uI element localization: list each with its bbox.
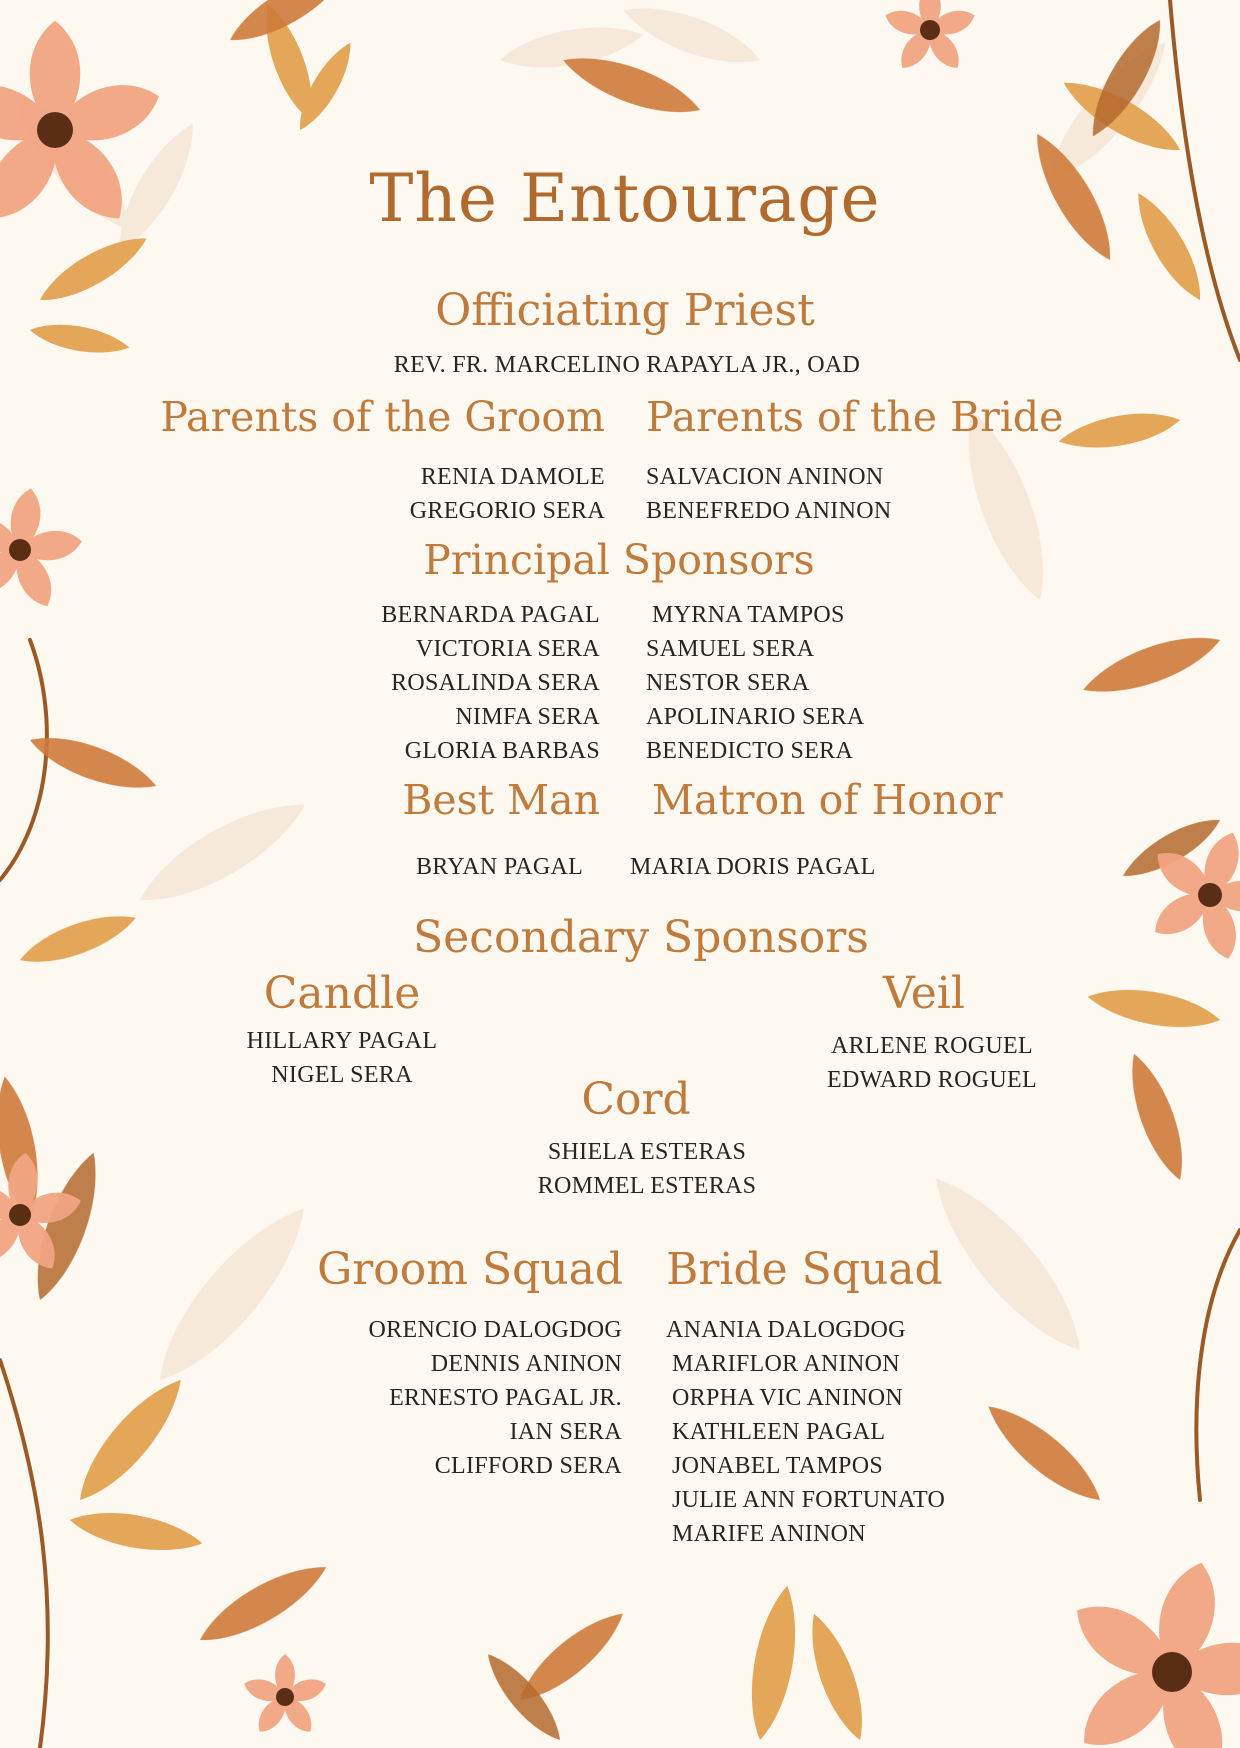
list-item: SHIELA ESTERAS — [547, 1139, 747, 1165]
groom-squad-names — [369, 1313, 622, 1483]
list-item: ROMMEL ESTERAS — [537, 1173, 757, 1199]
page-title: The Entourage — [369, 160, 881, 237]
list-item: KATHLEEN PAGAL — [672, 1419, 886, 1445]
principal-sponsors-left — [381, 598, 600, 768]
bride-squad-heading: Bride Squad — [666, 1244, 943, 1295]
list-item: IAN SERA — [509, 1419, 622, 1445]
best-man-heading: Best Man — [402, 776, 600, 824]
list-item: HILLARY PAGAL — [246, 1028, 438, 1054]
list-item: DENNIS ANINON — [430, 1351, 622, 1377]
list-item: BENEDICTO SERA — [646, 738, 854, 764]
list-item: JULIE ANN FORTUNATO — [672, 1487, 946, 1513]
list-item: VICTORIA SERA — [415, 636, 600, 662]
list-item: ORPHA VIC ANINON — [672, 1385, 904, 1411]
list-item: NIMFA SERA — [455, 704, 600, 730]
list-item: MYRNA TAMPOS — [652, 602, 845, 628]
best-man-name: BRYAN PAGAL — [416, 854, 584, 880]
list-item: APOLINARIO SERA — [646, 704, 865, 730]
list-item: GLORIA BARBAS — [404, 738, 600, 764]
parents-bride-names — [646, 460, 891, 528]
groom-squad-heading: Groom Squad — [317, 1244, 623, 1295]
list-item: ERNESTO PAGAL JR. — [389, 1385, 622, 1411]
cord-names — [0, 1135, 1240, 1203]
bride-squad-names — [666, 1313, 945, 1551]
list-item: ANANIA DALOGDOG — [666, 1317, 906, 1343]
list-item: CLIFFORD SERA — [434, 1453, 622, 1479]
list-item: JONABEL TAMPOS — [672, 1453, 883, 1479]
cord-heading: Cord — [581, 1074, 691, 1125]
list-item: MARIFE ANINON — [672, 1521, 866, 1547]
list-item: ARLENE ROGUEL — [831, 1033, 1033, 1059]
list-item: NESTOR SERA — [646, 670, 810, 696]
veil-heading: Veil — [883, 968, 965, 1019]
list-item: GREGORIO SERA — [409, 498, 605, 524]
list-item: EDWARD ROGUEL — [827, 1067, 1037, 1093]
matron-heading: Matron of Honor — [652, 776, 1003, 824]
list-item: ORENCIO DALOGDOG — [368, 1317, 622, 1343]
list-item: SAMUEL SERA — [646, 636, 815, 662]
officiating-priest-heading: Officiating Priest — [435, 285, 815, 336]
list-item: SALVACION ANINON — [646, 464, 884, 490]
officiating-priest-name: REV. FR. MARCELINO RAPAYLA JR., OAD — [393, 352, 861, 378]
list-item: BERNARDA PAGAL — [381, 602, 600, 628]
principal-sponsors-right — [646, 598, 865, 768]
parents-bride-heading: Parents of the Bride — [646, 393, 1064, 441]
list-item: ROSALINDA SERA — [391, 670, 600, 696]
principal-sponsors-heading: Principal Sponsors — [423, 536, 815, 584]
list-item: MARIFLOR ANINON — [672, 1351, 900, 1377]
secondary-sponsors-heading: Secondary Sponsors — [413, 912, 869, 963]
list-item: BENEFREDO ANINON — [646, 498, 892, 524]
parents-groom-heading: Parents of the Groom — [160, 393, 605, 441]
list-item: NIGEL SERA — [271, 1062, 413, 1088]
list-item: RENIA DAMOLE — [420, 464, 605, 490]
matron-name: MARIA DORIS PAGAL — [630, 854, 876, 880]
candle-heading: Candle — [263, 968, 421, 1019]
parents-groom-names — [410, 460, 605, 528]
